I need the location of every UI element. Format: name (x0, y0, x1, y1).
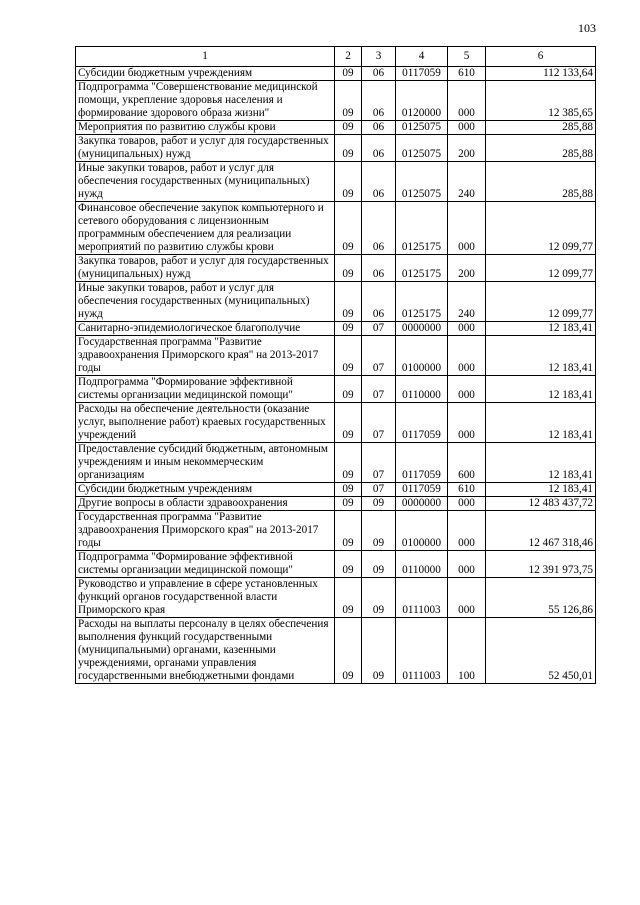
amount-cell: 12 183,41 (486, 376, 596, 403)
code-subsection: 06 (362, 162, 396, 202)
code-subsection: 09 (362, 551, 396, 578)
header-cell: 4 (396, 47, 448, 67)
code-expense-type: 000 (448, 511, 486, 551)
row-name: Подпрограмма "Совершенствование медицинской помощи, укрепление здоровья населения и формирование здорового образа жизни" (76, 81, 335, 121)
header-cell: 1 (76, 47, 335, 67)
code-expense-type: 000 (448, 322, 486, 336)
code-expense-type: 240 (448, 282, 486, 322)
row-name: Финансовое обеспечение закупок компьютерного и сетевого оборудования с лицензионным программным обеспечением для реализации мероприятий по развитию службы крови (76, 202, 335, 255)
code-subsection: 06 (362, 121, 396, 135)
row-name: Государственная программа "Развитие здравоохранения Приморского края" на 2013-2017 годы (76, 511, 335, 551)
table-row (76, 162, 596, 202)
code-section: 09 (335, 497, 362, 511)
amount-cell: 285,88 (486, 121, 596, 135)
code-expense-type: 000 (448, 497, 486, 511)
code-target: 0100000 (396, 336, 448, 376)
code-expense-type: 000 (448, 551, 486, 578)
table-row (76, 483, 596, 497)
code-section: 09 (335, 282, 362, 322)
row-name: Санитарно-эпидемиологическое благополучие (76, 322, 335, 336)
code-section: 09 (335, 67, 362, 81)
header-cell: 2 (335, 47, 362, 67)
code-expense-type: 000 (448, 578, 486, 618)
row-name: Руководство и управление в сфере установленных функций органов государственной власти Приморского края (76, 578, 335, 618)
amount-cell: 12 483 437,72 (486, 497, 596, 511)
row-name: Расходы на обеспечение деятельности (оказание услуг, выполнение работ) краевых государственных учреждений (76, 403, 335, 443)
code-target: 0117059 (396, 443, 448, 483)
table-row (76, 376, 596, 403)
amount-cell: 52 450,01 (486, 618, 596, 684)
row-name: Подпрограмма "Формирование эффективной системы организации медицинской помощи" (76, 551, 335, 578)
code-section: 09 (335, 162, 362, 202)
table-row (76, 202, 596, 255)
code-target: 0111003 (396, 618, 448, 684)
code-expense-type: 610 (448, 67, 486, 81)
code-target: 0125175 (396, 202, 448, 255)
code-section: 09 (335, 483, 362, 497)
table-row (76, 322, 596, 336)
header-cell: 5 (448, 47, 486, 67)
code-subsection: 06 (362, 255, 396, 282)
code-subsection: 07 (362, 336, 396, 376)
amount-cell: 12 385,65 (486, 81, 596, 121)
code-section: 09 (335, 551, 362, 578)
amount-cell: 285,88 (486, 135, 596, 162)
row-name: Закупка товаров, работ и услуг для государственных (муниципальных) нужд (76, 255, 335, 282)
amount-cell: 12 183,41 (486, 483, 596, 497)
code-expense-type: 200 (448, 135, 486, 162)
row-name: Субсидии бюджетным учреждениям (76, 67, 335, 81)
amount-cell: 12 099,77 (486, 255, 596, 282)
code-expense-type: 200 (448, 255, 486, 282)
table-row (76, 336, 596, 376)
amount-cell: 12 183,41 (486, 322, 596, 336)
code-subsection: 09 (362, 578, 396, 618)
table-row (76, 67, 596, 81)
code-target: 0000000 (396, 322, 448, 336)
table-row (76, 121, 596, 135)
row-name: Предоставление субсидий бюджетным, автономным учреждениям и иным некоммерческим организациям (76, 443, 335, 483)
amount-cell: 12 183,41 (486, 336, 596, 376)
code-target: 0117059 (396, 483, 448, 497)
code-section: 09 (335, 511, 362, 551)
code-subsection: 07 (362, 322, 396, 336)
code-section: 09 (335, 81, 362, 121)
amount-cell: 12 099,77 (486, 282, 596, 322)
code-expense-type: 100 (448, 618, 486, 684)
table-row (76, 443, 596, 483)
amount-cell: 12 467 318,46 (486, 511, 596, 551)
code-subsection: 07 (362, 443, 396, 483)
table-row (76, 618, 596, 684)
amount-cell: 285,88 (486, 162, 596, 202)
code-subsection: 07 (362, 376, 396, 403)
code-expense-type: 000 (448, 202, 486, 255)
row-name: Государственная программа "Развитие здравоохранения Приморского края" на 2013-2017 годы (76, 336, 335, 376)
header-cell: 6 (486, 47, 596, 67)
code-subsection: 06 (362, 202, 396, 255)
code-subsection: 07 (362, 483, 396, 497)
row-name: Иные закупки товаров, работ и услуг для обеспечения государственных (муниципальных) нужд (76, 162, 335, 202)
code-target: 0111003 (396, 578, 448, 618)
row-name: Подпрограмма "Формирование эффективной системы организации медицинской помощи" (76, 376, 335, 403)
code-target: 0117059 (396, 403, 448, 443)
row-name: Субсидии бюджетным учреждениям (76, 483, 335, 497)
table-row (76, 135, 596, 162)
code-target: 0125075 (396, 121, 448, 135)
code-target: 0125175 (396, 282, 448, 322)
code-target: 0117059 (396, 67, 448, 81)
table-body (76, 67, 596, 684)
amount-cell: 12 183,41 (486, 403, 596, 443)
header-cell: 3 (362, 47, 396, 67)
row-name: Расходы на выплаты персоналу в целях обеспечения выполнения функций государственными (муниципальными) органами, казенными учреждениями, органами управления государственными внебюджетными фондами (76, 618, 335, 684)
code-target: 0125075 (396, 162, 448, 202)
code-expense-type: 240 (448, 162, 486, 202)
row-name: Другие вопросы в области здравоохранения (76, 497, 335, 511)
code-section: 09 (335, 255, 362, 282)
table-row (76, 81, 596, 121)
code-section: 09 (335, 618, 362, 684)
code-target: 0110000 (396, 551, 448, 578)
table-row (76, 511, 596, 551)
amount-cell: 112 133,64 (486, 67, 596, 81)
code-subsection: 09 (362, 497, 396, 511)
table-row (76, 578, 596, 618)
code-expense-type: 610 (448, 483, 486, 497)
code-subsection: 09 (362, 511, 396, 551)
amount-cell: 12 183,41 (486, 443, 596, 483)
code-subsection: 06 (362, 81, 396, 121)
code-expense-type: 000 (448, 121, 486, 135)
code-section: 09 (335, 376, 362, 403)
code-subsection: 09 (362, 618, 396, 684)
code-target: 0125175 (396, 255, 448, 282)
code-expense-type: 000 (448, 403, 486, 443)
code-section: 09 (335, 443, 362, 483)
budget-table (75, 46, 596, 684)
code-section: 09 (335, 336, 362, 376)
code-section: 09 (335, 322, 362, 336)
code-target: 0100000 (396, 511, 448, 551)
code-expense-type: 000 (448, 376, 486, 403)
page-number: 103 (578, 21, 596, 35)
row-name: Иные закупки товаров, работ и услуг для обеспечения государственных (муниципальных) нужд (76, 282, 335, 322)
code-target: 0000000 (396, 497, 448, 511)
table-row (76, 255, 596, 282)
code-target: 0125075 (396, 135, 448, 162)
code-subsection: 06 (362, 282, 396, 322)
table-row (76, 497, 596, 511)
header-row (76, 47, 596, 67)
code-subsection: 06 (362, 135, 396, 162)
code-subsection: 06 (362, 67, 396, 81)
code-section: 09 (335, 403, 362, 443)
code-expense-type: 000 (448, 336, 486, 376)
code-section: 09 (335, 121, 362, 135)
amount-cell: 12 391 973,75 (486, 551, 596, 578)
code-expense-type: 600 (448, 443, 486, 483)
table-row (76, 403, 596, 443)
row-name: Мероприятия по развитию службы крови (76, 121, 335, 135)
code-expense-type: 000 (448, 81, 486, 121)
table-row (76, 551, 596, 578)
table-row (76, 282, 596, 322)
code-section: 09 (335, 135, 362, 162)
row-name: Закупка товаров, работ и услуг для государственных (муниципальных) нужд (76, 135, 335, 162)
code-target: 0120000 (396, 81, 448, 121)
code-target: 0110000 (396, 376, 448, 403)
amount-cell: 12 099,77 (486, 202, 596, 255)
code-section: 09 (335, 202, 362, 255)
code-section: 09 (335, 578, 362, 618)
amount-cell: 55 126,86 (486, 578, 596, 618)
code-subsection: 07 (362, 403, 396, 443)
